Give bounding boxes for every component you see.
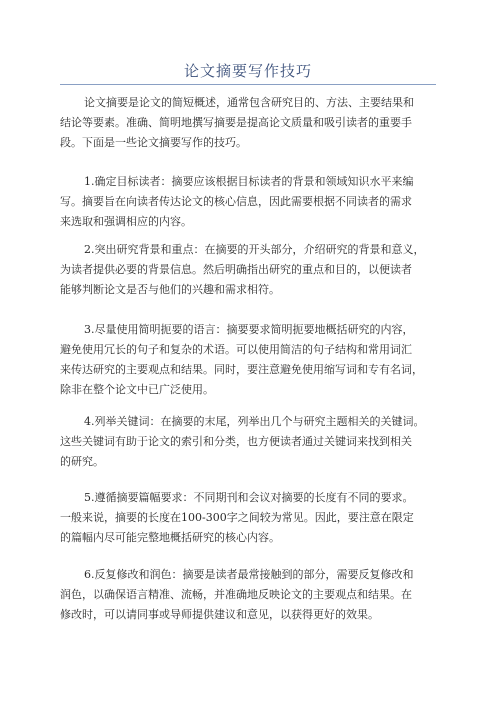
- paragraph-line: 的研究。: [60, 455, 104, 468]
- paragraph-line: 6.反复修改和润色：摘要是读者最常接触到的部分，需要反复修改和: [84, 568, 414, 581]
- paragraph-line: 为读者提供必要的背景信息。然后明确指出研究的重点和目的，以便读者: [60, 263, 412, 276]
- paragraph-line: 能够判断论文是否与他们的兴趣和需求相符。: [60, 283, 280, 296]
- paragraph-tip-3: [60, 320, 444, 400]
- paragraph-line: 5.遵循摘要篇幅要求：不同期刊和会议对摘要的长度有不同的要求。: [84, 491, 414, 504]
- paragraph-line: 写。摘要旨在向读者传达论文的核心信息，因此需要根据不同读者的需求: [60, 195, 412, 208]
- paragraph-line: 来传达研究的主要观点和结果。同时，要注意避免使用缩写词和专有名词，: [60, 363, 423, 376]
- paragraph-tip-6: [60, 565, 444, 625]
- paragraph-line: 修改时，可以请同事或导师提供建议和意见，以获得更好的效果。: [60, 608, 379, 621]
- paragraph-line: 论文摘要是论文的简短概述，通常包含研究目的、方法、主要结果和: [84, 96, 414, 109]
- paragraph-line: 来选取和强调相应的内容。: [60, 215, 192, 228]
- paragraph-line: 段。下面是一些论文摘要写作的技巧。: [60, 136, 247, 149]
- paragraph-line: 3.尽量使用简明扼要的语言：摘要要求简明扼要地概括研究的内容，: [84, 323, 414, 336]
- paragraph-line: 除非在整个论文中已广泛使用。: [60, 383, 214, 396]
- paragraph-line: 4.列举关键词：在摘要的末尾，列举出几个与研究主题相关的关键词。: [84, 415, 425, 428]
- paragraph-line: 1.确定目标读者：摘要应该根据目标读者的背景和领域知识水平来编: [84, 175, 414, 188]
- paragraph-line: 润色，以确保语言精准、流畅，并准确地反映论文的主要观点和结果。在: [60, 588, 412, 601]
- paragraph-tip-1: [60, 172, 444, 232]
- paragraph-line: 结论等要素。准确、简明地撰写摘要是提高论文质量和吸引读者的重要手: [60, 116, 412, 129]
- paragraph-line: 2.突出研究背景和重点：在摘要的开头部分，介绍研究的背景和意义，: [84, 243, 425, 256]
- paragraph-tip-2: [60, 240, 444, 300]
- paragraph-tip-4: [60, 412, 444, 472]
- paragraph-intro: [60, 93, 444, 153]
- paragraph-tip-5: [60, 488, 444, 548]
- document-title: 论文摘要写作技巧: [183, 62, 312, 80]
- title-underline: [60, 84, 436, 85]
- paragraph-line: 这些关键词有助于论文的索引和分类，也方便读者通过关键词来找到相关: [60, 435, 412, 448]
- paragraph-line: 避免使用冗长的句子和复杂的术语。可以使用简洁的句子结构和常用词汇: [60, 343, 412, 356]
- paragraph-line: 的篇幅内尽可能完整地概括研究的核心内容。: [60, 531, 280, 544]
- paragraph-line: 一般来说，摘要的长度在100-300字之间较为常见。因此，要注意在限定: [60, 511, 414, 524]
